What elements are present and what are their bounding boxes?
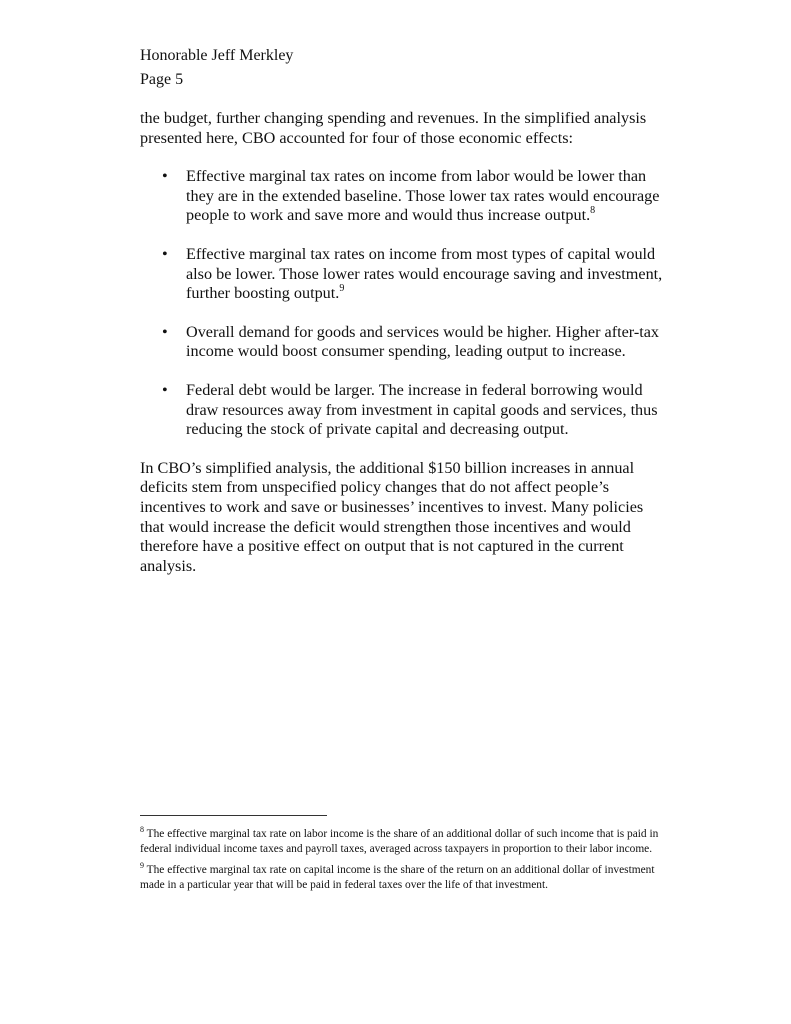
bullet-icon: • [162, 322, 168, 341]
footnote-number: 9 [140, 861, 144, 870]
economic-effects-list [140, 167, 670, 440]
bullet-icon: • [162, 380, 168, 399]
footnote-ref[interactable]: 9 [339, 283, 345, 295]
footnote-text: The effective marginal tax rate on labor income is the share of an additional dollar of such income that is paid in federal individual income taxes and payroll taxes, averaged across taxpayers in proportion to their labor income. [140, 828, 659, 855]
intro-paragraph: the budget, further changing spending and revenues. In the simplified analysis presented here, CBO accounted for four of those economic effects: [140, 109, 647, 147]
list-item [140, 323, 670, 362]
list-item [140, 167, 670, 226]
bullet-icon: • [162, 167, 168, 186]
footnote-ref[interactable]: 8 [590, 205, 596, 217]
list-item-text: Overall demand for goods and services would be higher. Higher after-tax income would boost consumer spending, leading output to increase. [186, 322, 660, 361]
recipient-line: Honorable Jeff Merkley [140, 47, 294, 64]
list-item-text: Effective marginal tax rates on income from most types of capital would also be lower. Those lower rates would encourage saving and investment, further boosting output. [186, 244, 663, 303]
body-text [140, 109, 670, 576]
footnote-divider [140, 815, 327, 816]
footnote-number: 8 [140, 825, 144, 834]
footnotes [140, 827, 660, 899]
footnote [140, 863, 660, 893]
letter-header [140, 44, 293, 92]
bullet-icon: • [162, 244, 168, 263]
page-number: Page 5 [140, 71, 184, 88]
closing-paragraph: In CBO’s simplified analysis, the additional $150 billion increases in annual deficits stem from unspecified policy changes that do not affect people’s incentives to work and save or businesses’ incentives to invest. Many policies that would increase the deficit would strengthen those incentives and would therefore have a positive effect on output that is not captured in the current analysis. [140, 458, 644, 575]
list-item-text: Federal debt would be larger. The increase in federal borrowing would draw resources away from investment in capital goods and services, thus reducing the stock of private capital and decreasing output. [186, 380, 658, 439]
list-item-text: Effective marginal tax rates on income from labor would be lower than they are in the extended baseline. Those lower tax rates would encourage people to work and save more and would thus increase output. [186, 167, 660, 225]
footnote-text: The effective marginal tax rate on capital income is the share of the return on an additional dollar of investment made in a particular year that will be paid in federal taxes over the life of that investment. [140, 864, 655, 891]
list-item [140, 381, 670, 440]
list-item [140, 245, 670, 304]
footnote [140, 827, 660, 857]
